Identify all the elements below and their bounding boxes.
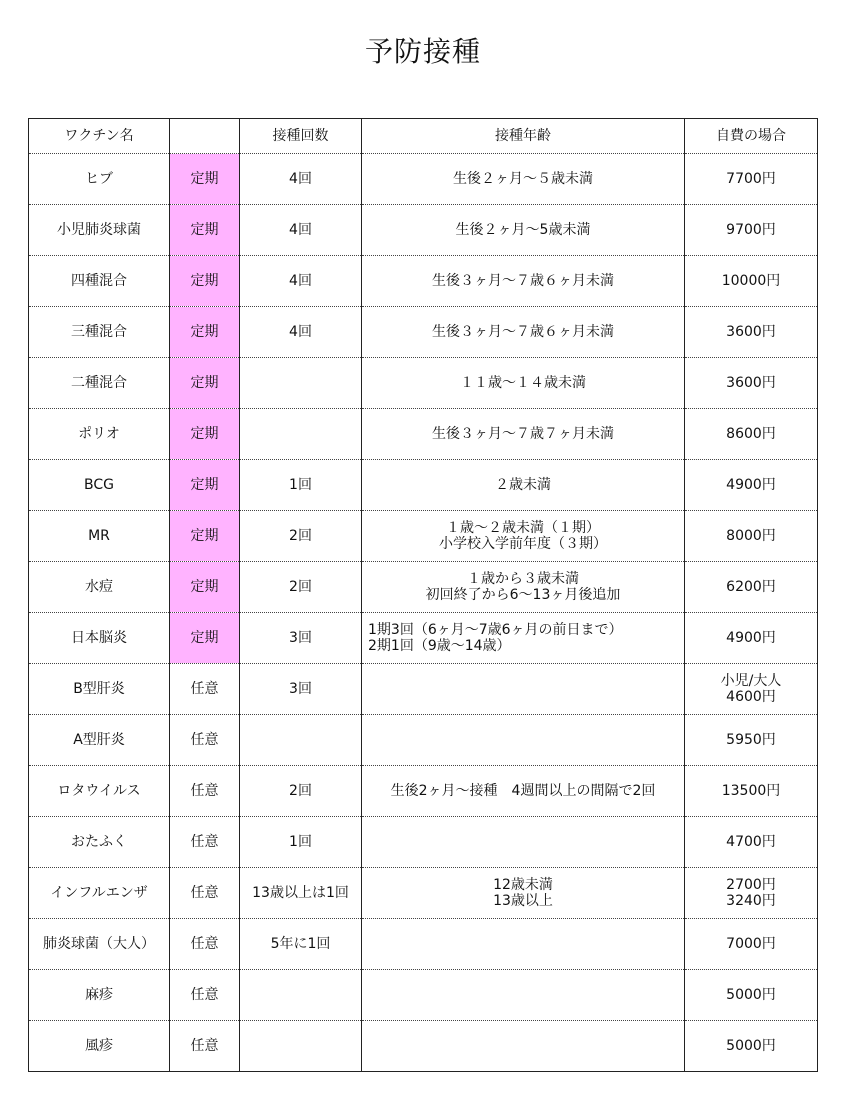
vaccine-name-cell: A型肝炎 xyxy=(29,715,170,766)
vaccine-type-cell: 任意 xyxy=(170,766,240,817)
age-line: 12歳未満 xyxy=(493,877,553,893)
price-line: 小児/大人 xyxy=(720,673,782,689)
price-cell xyxy=(685,205,818,256)
price-line: 5000円 xyxy=(726,987,776,1003)
vaccine-type-cell: 定期 xyxy=(170,358,240,409)
vaccine-name-cell: 肺炎球菌（大人） xyxy=(29,919,170,970)
age-cell xyxy=(362,664,685,715)
table-row xyxy=(29,154,818,205)
price-line: 13500円 xyxy=(721,783,781,799)
price-cell xyxy=(685,409,818,460)
vaccine-name-cell: 風疹 xyxy=(29,1021,170,1072)
price-line: 3600円 xyxy=(726,375,776,391)
vaccine-type-cell: 任意 xyxy=(170,868,240,919)
dose-count-cell: 5年に1回 xyxy=(240,919,362,970)
table-row xyxy=(29,562,818,613)
vaccine-name-cell: 水痘 xyxy=(29,562,170,613)
age-line: 生後３ヶ月～７歳６ヶ月未満 xyxy=(432,273,614,289)
vaccine-type-cell: 定期 xyxy=(170,307,240,358)
price-line: 4700円 xyxy=(726,834,776,850)
age-line: １歳～２歳未満（１期） xyxy=(446,520,600,536)
table-row xyxy=(29,766,818,817)
dose-count-cell: 2回 xyxy=(240,511,362,562)
vaccine-name-cell: BCG xyxy=(29,460,170,511)
price-line: 8000円 xyxy=(726,528,776,544)
price-line: 3600円 xyxy=(726,324,776,340)
dose-count-cell: 1回 xyxy=(240,460,362,511)
vaccine-name-cell: MR xyxy=(29,511,170,562)
age-cell xyxy=(362,205,685,256)
price-cell xyxy=(685,154,818,205)
age-cell xyxy=(362,868,685,919)
price-line: 6200円 xyxy=(726,579,776,595)
age-cell xyxy=(362,1021,685,1072)
vaccine-type-cell: 任意 xyxy=(170,1021,240,1072)
price-cell xyxy=(685,919,818,970)
dose-count-cell: 4回 xyxy=(240,154,362,205)
vaccine-name-cell: おたふく xyxy=(29,817,170,868)
vaccine-name-cell: ロタウイルス xyxy=(29,766,170,817)
vaccine-name-cell: ポリオ xyxy=(29,409,170,460)
table-row xyxy=(29,511,818,562)
age-cell xyxy=(362,511,685,562)
dose-count-cell: 2回 xyxy=(240,766,362,817)
price-line: 2700円 xyxy=(726,877,776,893)
price-line: 5000円 xyxy=(726,1038,776,1054)
dose-count-cell: 4回 xyxy=(240,307,362,358)
price-line: 7700円 xyxy=(726,171,776,187)
vaccine-name-cell: 四種混合 xyxy=(29,256,170,307)
vaccine-type-cell: 任意 xyxy=(170,715,240,766)
table-header-row xyxy=(29,119,818,154)
price-cell xyxy=(685,817,818,868)
age-cell xyxy=(362,919,685,970)
vaccine-type-cell: 任意 xyxy=(170,664,240,715)
age-cell xyxy=(362,460,685,511)
price-cell xyxy=(685,970,818,1021)
price-line: 9700円 xyxy=(726,222,776,238)
vaccine-name-cell: インフルエンザ xyxy=(29,868,170,919)
price-line: 7000円 xyxy=(726,936,776,952)
table-row xyxy=(29,205,818,256)
price-cell xyxy=(685,766,818,817)
dose-count-cell: 3回 xyxy=(240,664,362,715)
age-line: 生後２ヶ月～５歳未満 xyxy=(453,171,593,187)
table-row xyxy=(29,460,818,511)
price-line: 5950円 xyxy=(726,732,776,748)
price-cell xyxy=(685,307,818,358)
vaccine-name-cell: 二種混合 xyxy=(29,358,170,409)
age-line: 生後３ヶ月～７歳６ヶ月未満 xyxy=(432,324,614,340)
age-cell xyxy=(362,307,685,358)
age-line: 小学校入学前年度（３期） xyxy=(439,536,607,552)
price-line: 4900円 xyxy=(726,477,776,493)
vaccine-type-cell: 定期 xyxy=(170,205,240,256)
price-line: 3240円 xyxy=(726,893,776,909)
price-line: 4600円 xyxy=(726,689,776,705)
age-line: 生後３ヶ月～７歳７ヶ月未満 xyxy=(432,426,614,442)
price-cell xyxy=(685,358,818,409)
dose-count-cell xyxy=(240,409,362,460)
header-type xyxy=(170,119,240,154)
page-title: 予防接種 xyxy=(364,35,481,68)
dose-count-cell xyxy=(240,715,362,766)
age-cell xyxy=(362,817,685,868)
age-cell xyxy=(362,970,685,1021)
table-row xyxy=(29,613,818,664)
price-cell xyxy=(685,460,818,511)
vaccine-type-cell: 定期 xyxy=(170,511,240,562)
age-line: 13歳以上 xyxy=(493,893,553,909)
vaccine-type-cell: 定期 xyxy=(170,154,240,205)
table-row xyxy=(29,919,818,970)
vaccine-type-cell: 任意 xyxy=(170,817,240,868)
vaccine-type-cell: 定期 xyxy=(170,256,240,307)
table-row xyxy=(29,307,818,358)
age-line: 2期1回（9歳～14歳） xyxy=(368,638,511,654)
table-row xyxy=(29,664,818,715)
vaccine-name-cell: 小児肺炎球菌 xyxy=(29,205,170,256)
dose-count-cell xyxy=(240,970,362,1021)
dose-count-cell: 13歳以上は1回 xyxy=(240,868,362,919)
dose-count-cell: 2回 xyxy=(240,562,362,613)
age-cell xyxy=(362,358,685,409)
price-line: 10000円 xyxy=(721,273,781,289)
age-line: １歳から３歳未満 xyxy=(467,571,579,587)
price-cell xyxy=(685,613,818,664)
table-row xyxy=(29,715,818,766)
price-cell xyxy=(685,715,818,766)
dose-count-cell xyxy=(240,1021,362,1072)
price-cell xyxy=(685,868,818,919)
age-line: 初回終了から6～13ヶ月後追加 xyxy=(425,587,621,603)
dose-count-cell: 4回 xyxy=(240,205,362,256)
vaccine-type-cell: 定期 xyxy=(170,409,240,460)
vaccine-type-cell: 任意 xyxy=(170,919,240,970)
vaccine-table-body xyxy=(29,154,818,1072)
age-cell xyxy=(362,154,685,205)
table-row xyxy=(29,970,818,1021)
header-vaccine-name: ワクチン名 xyxy=(29,119,170,154)
vaccine-name-cell: 日本脳炎 xyxy=(29,613,170,664)
age-cell xyxy=(362,409,685,460)
price-cell xyxy=(685,562,818,613)
vaccine-table xyxy=(28,118,818,1072)
header-dose-count: 接種回数 xyxy=(240,119,362,154)
vaccine-name-cell: B型肝炎 xyxy=(29,664,170,715)
age-cell xyxy=(362,562,685,613)
vaccine-type-cell: 定期 xyxy=(170,460,240,511)
dose-count-cell xyxy=(240,358,362,409)
age-cell xyxy=(362,613,685,664)
vaccine-name-cell: 麻疹 xyxy=(29,970,170,1021)
vaccine-name-cell: ヒブ xyxy=(29,154,170,205)
age-cell xyxy=(362,715,685,766)
table-row xyxy=(29,409,818,460)
age-cell xyxy=(362,256,685,307)
dose-count-cell: 4回 xyxy=(240,256,362,307)
table-row xyxy=(29,1021,818,1072)
age-line: ２歳未満 xyxy=(495,477,551,493)
table-row xyxy=(29,256,818,307)
header-age: 接種年齢 xyxy=(362,119,685,154)
price-line: 4900円 xyxy=(726,630,776,646)
table-row xyxy=(29,358,818,409)
price-line: 8600円 xyxy=(726,426,776,442)
age-cell xyxy=(362,766,685,817)
price-cell xyxy=(685,256,818,307)
vaccine-type-cell: 定期 xyxy=(170,613,240,664)
age-line: 生後２ヶ月～5歳未満 xyxy=(455,222,591,238)
dose-count-cell: 1回 xyxy=(240,817,362,868)
header-price: 自費の場合 xyxy=(685,119,818,154)
table-row xyxy=(29,868,818,919)
vaccine-name-cell: 三種混合 xyxy=(29,307,170,358)
price-cell xyxy=(685,1021,818,1072)
vaccine-type-cell: 定期 xyxy=(170,562,240,613)
price-cell xyxy=(685,511,818,562)
price-cell xyxy=(685,664,818,715)
age-line: 1期3回（6ヶ月～7歳6ヶ月の前日まで） xyxy=(368,622,623,638)
vaccine-type-cell: 任意 xyxy=(170,970,240,1021)
table-row xyxy=(29,817,818,868)
age-line: １１歳～１４歳未満 xyxy=(460,375,586,391)
dose-count-cell: 3回 xyxy=(240,613,362,664)
age-line: 生後2ヶ月～接種 4週間以上の間隔で2回 xyxy=(390,783,656,799)
